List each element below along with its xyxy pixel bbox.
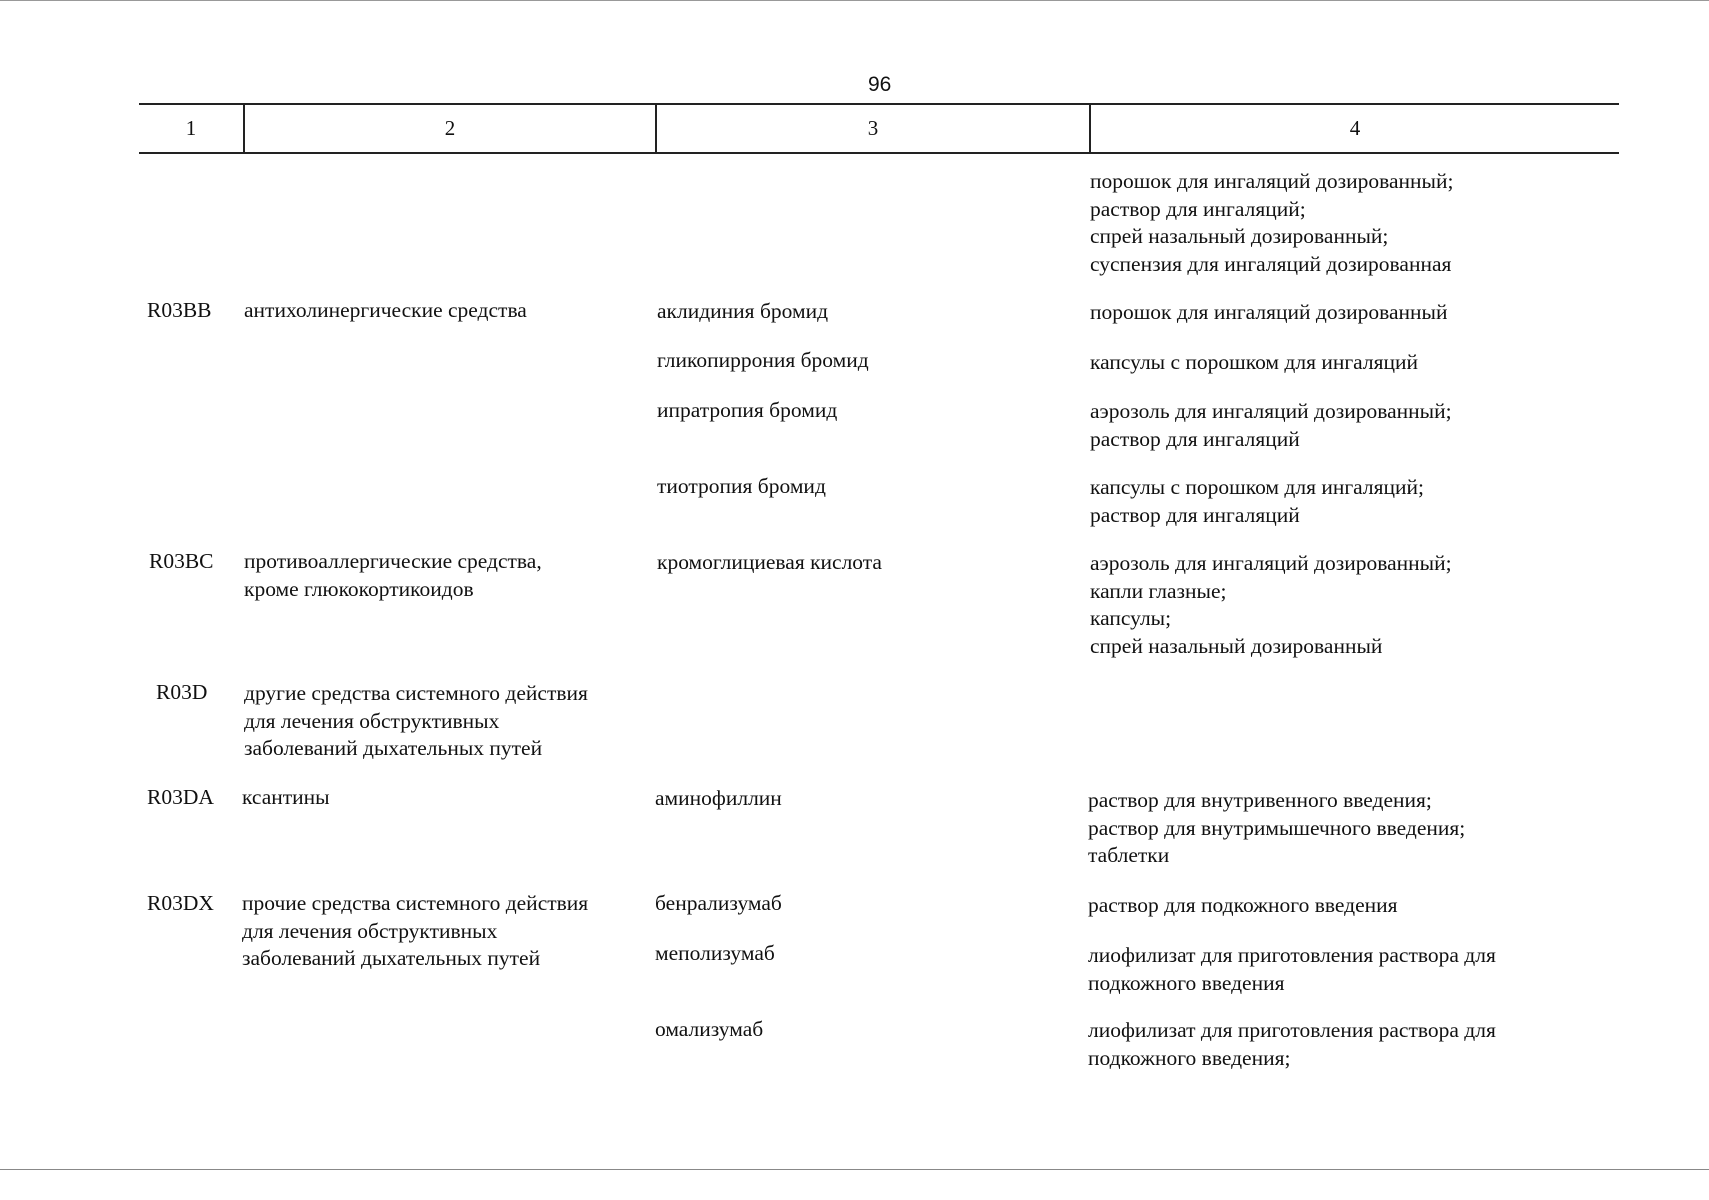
atc-code: R03DX (147, 891, 214, 915)
dosage-form: раствор для внутривенного введения; (1088, 788, 1432, 812)
group-name: заболеваний дыхательных путей (244, 736, 543, 760)
atc-code: R03BB (147, 298, 212, 322)
group-name: противоаллергические средства, (244, 549, 542, 573)
drug-name: гликопиррония бромид (657, 348, 869, 372)
group-name: для лечения обструктивных (244, 708, 500, 733)
dosage-form: капсулы с порошком для ингаляций (1090, 350, 1419, 374)
dosage-form: аэрозоль для ингаляций дозированный; (1090, 551, 1452, 575)
atc-code: R03DA (147, 785, 214, 809)
scan-edge-top (0, 0, 1709, 1)
drug-name: омализумаб (655, 1017, 764, 1041)
dosage-form: раствор для внутримышечного введения; (1088, 815, 1466, 840)
drug-name: кромоглициевая кислота (657, 550, 882, 574)
dosage-form: лиофилизат для приготовления раствора для (1088, 943, 1496, 967)
drug-name: бенрализумаб (655, 891, 782, 915)
dosage-form: капсулы с порошком для ингаляций; (1090, 475, 1425, 499)
page-number: 96 (868, 73, 892, 96)
table-header (139, 103, 1619, 154)
dosage-form: таблетки (1088, 843, 1170, 867)
group-name: другие средства системного действия (244, 681, 588, 705)
dosage-form: спрей назальный дозированный (1090, 633, 1383, 658)
group-name: для лечения обструктивных (242, 918, 498, 943)
group-name: заболеваний дыхательных путей (242, 946, 541, 970)
dosage-form: спрей назальный дозированный; (1090, 224, 1389, 248)
group-name: ксантины (242, 785, 330, 809)
dosage-form: капли глазные; (1090, 578, 1227, 603)
dosage-form: капсулы; (1090, 606, 1172, 630)
dosage-form: порошок для ингаляций дозированный (1090, 300, 1448, 324)
drug-name: аклидиния бромид (657, 299, 829, 323)
drug-name: тиотропия бромид (657, 474, 826, 498)
group-name: антихолинергические средства (244, 298, 527, 322)
dosage-form: порошок для ингаляций дозированный; (1090, 169, 1454, 193)
atc-code: R03BC (149, 549, 214, 573)
dosage-form: подкожного введения (1088, 970, 1285, 995)
atc-code: R03D (156, 680, 208, 704)
dosage-form: лиофилизат для приготовления раствора для (1088, 1018, 1496, 1042)
page-bottom-edge (0, 1169, 1709, 1170)
dosage-form: раствор для подкожного введения (1088, 893, 1398, 917)
drug-name: меполизумаб (655, 941, 775, 965)
dosage-form: подкожного введения; (1088, 1045, 1291, 1070)
group-name: прочие средства системного действия (242, 891, 589, 915)
header-col-1: 1 (185, 116, 197, 140)
dosage-form: суспензия для ингаляций дозированная (1090, 251, 1452, 276)
drug-name: аминофиллин (655, 786, 782, 810)
header-col-2: 2 (444, 116, 456, 140)
dosage-form: раствор для ингаляций (1090, 502, 1300, 527)
drug-name: ипратропия бромид (657, 398, 838, 422)
group-name: кроме глюкокортикоидов (244, 576, 474, 601)
dosage-form: раствор для ингаляций; (1090, 196, 1306, 221)
dosage-form: раствор для ингаляций (1090, 426, 1300, 451)
header-col-3: 3 (867, 116, 879, 140)
dosage-form: аэрозоль для ингаляций дозированный; (1090, 399, 1452, 423)
header-col-4: 4 (1349, 116, 1361, 140)
